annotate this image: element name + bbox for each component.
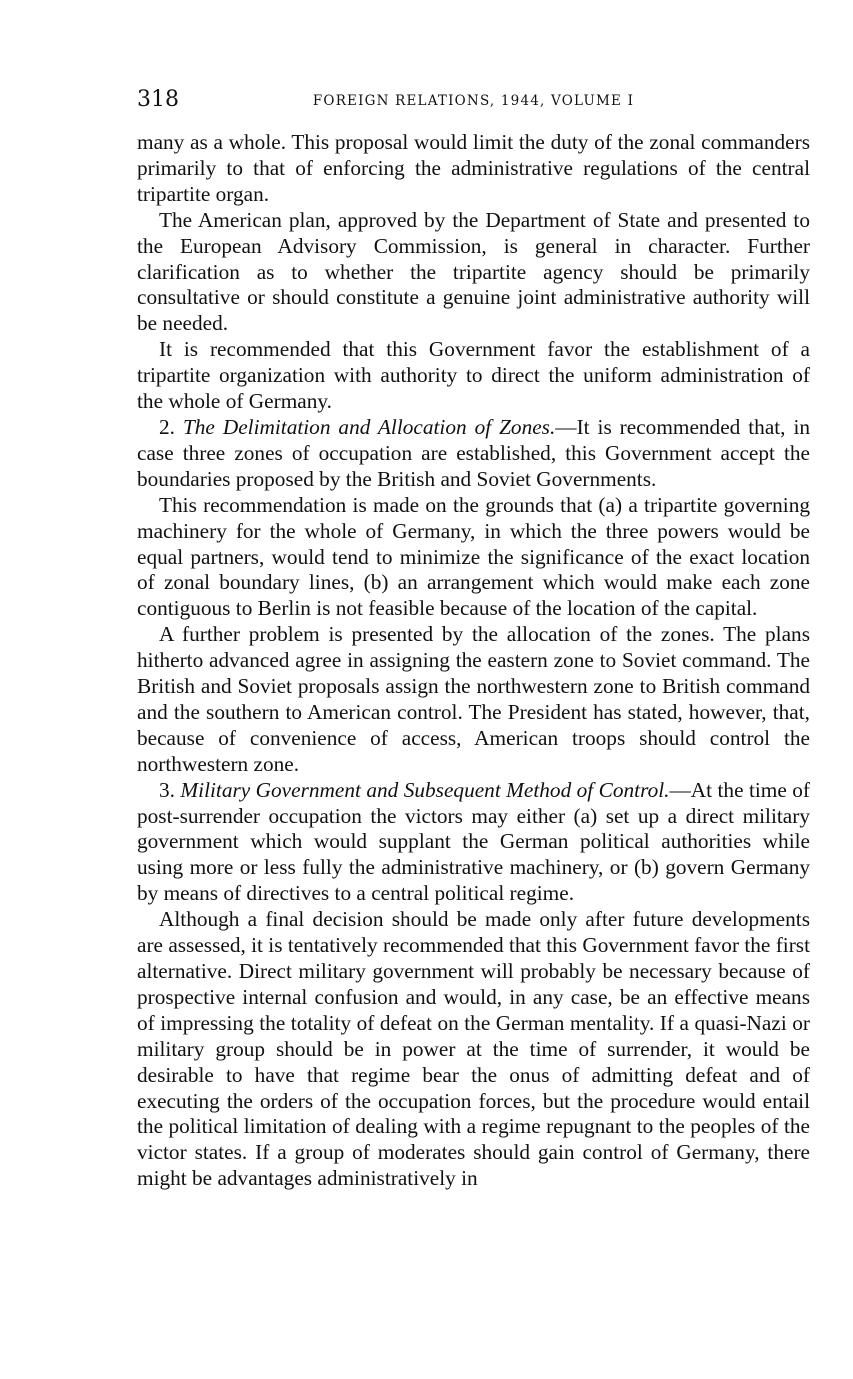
paragraph — [137, 208, 810, 338]
paragraph-text: It is recommended that this Government favor the establishment of a tripartite organization with authority to direct the uniform administration of the whole of Germany. — [137, 337, 810, 414]
paragraph — [137, 622, 810, 777]
section-heading: The Delimitation and Allocation of Zones. — [182, 414, 556, 439]
document-page — [137, 86, 810, 1192]
page-number: 318 — [137, 87, 179, 112]
body-text — [137, 130, 810, 1192]
paragraph — [137, 907, 810, 1192]
section-number: 3. — [159, 777, 175, 802]
paragraph-text: many as a whole. This proposal would limit the duty of the zonal commanders primarily to that of enforcing the administrative regulations of the central tripartite organ. — [137, 130, 810, 206]
paragraph-text: The American plan, approved by the Department of State and presented to the European Advisory Commission, is general in character. Further clarification as to whether the tripartite agency should be primarily consultative or should constitute a genuine joint administrative authority will be needed. — [137, 207, 810, 336]
paragraph — [137, 337, 810, 415]
paragraph-text: —It is recommended that, in case three zones of occupation are established, this Government accept the boundaries proposed by the British and Soviet Governments. — [137, 414, 811, 491]
paragraph-text: Although a final decision should be made only after future developments are assessed, it is tentatively recommended that this Government favor the first alternative. Direct military government will probably be necessary because of prospective internal confusion and would, in any case, be an effective means of impressing the totality of defeat on the German mentality. If a quasi-Nazi or military group should be in power at the time of surrender, it would be desirable to have that regime bear the onus of admitting defeat and of executing the orders of the occupation forces, but the procedure would entail the political limitation of dealing with a regime repugnant to the peoples of the victor states. If a group of moderates should gain control of Germany, there might be advantages administratively in — [137, 907, 811, 1191]
paragraph-continued — [137, 130, 810, 208]
paragraph-text: —At the time of post-surrender occupation the victors may either (a) set up a direct military government which would supplant the German political authorities while using more or less fully the administrative machinery, or (b) govern Germany by means of directives to a central political regime. — [137, 777, 810, 906]
section-number: 2. — [159, 414, 175, 439]
section-paragraph — [137, 778, 810, 908]
page-header — [137, 86, 810, 116]
paragraph — [137, 493, 810, 623]
section-heading: Military Government and Subsequent Method of Control. — [180, 777, 670, 802]
section-paragraph — [137, 415, 810, 493]
paragraph-text: A further problem is presented by the allocation of the zones. The plans hitherto advanced agree in assigning the eastern zone to Soviet command. The British and Soviet proposals assign the northwestern zone to British command and the southern to American control. The President has stated, however, that, because of convenience of access, American troops should control the northwestern zone. — [137, 622, 810, 776]
running-head: FOREIGN RELATIONS, 1944, VOLUME I — [312, 93, 635, 109]
paragraph-text: This recommendation is made on the grounds that (a) a tripartite governing machinery for the whole of Germany, in which the three powers would be equal partners, would tend to minimize the significance of the exact location of zonal boundary lines, (b) an arrangement which would make each zone contiguous to Berlin is not feasible because of the location of the capital. — [137, 492, 810, 621]
